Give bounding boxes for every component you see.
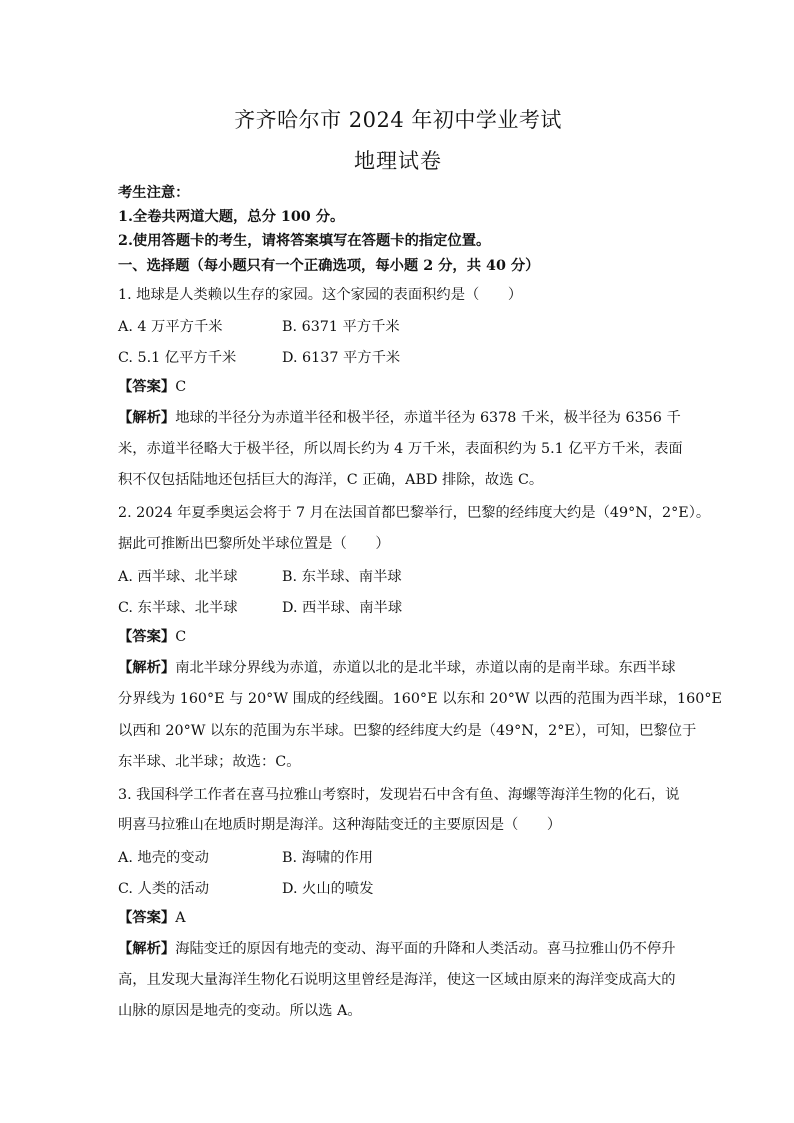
question-3-analysis-line-2: 高，且发现大量海洋生物化石说明这里曾经是海洋，使这一区域由原来的海洋变成高大的 [118,972,676,988]
question-2-option-a: A. 西半球、北半球 [118,569,238,585]
question-3-stem-line-1: 3. 我国科学工作者在喜马拉雅山考察时，发现岩石中含有鱼、海螺等海洋生物的化石，说 [118,787,680,803]
answer-value: C [175,629,187,645]
answer-tag: 【答案】 [118,379,176,395]
question-3-stem-line-2: 明喜马拉雅山在地质时期是海洋。这种海陆变迁的主要原因是（ ） [118,817,562,833]
question-3-option-d: D. 火山的喷发 [282,881,374,897]
question-2-option-d: D. 西半球、南半球 [282,600,403,616]
question-3-analysis-line-1 [118,939,678,959]
question-2-analysis-line-4: 东半球、北半球；故选：C。 [118,754,301,770]
notice-heading: 考生注意： [118,185,190,201]
question-3-option-b: B. 海啸的作用 [282,850,374,866]
notice-item-2: 2.使用答题卡的考生，请将答案填写在答题卡的指定位置。 [118,233,491,249]
question-1-option-d: D. 6137 平方千米 [282,350,401,366]
analysis-text: 地球的半径分为赤道半径和极半径，赤道半径为 6378 千米，极半径为 6356 千 [175,410,681,426]
analysis-text: 海陆变迁的原因有地壳的变动、海平面的升降和人类活动。喜马拉雅山仍不停升 [175,941,676,957]
analysis-tag: 【解析】 [118,941,176,957]
analysis-tag: 【解析】 [118,410,176,426]
question-3-option-c: C. 人类的活动 [118,881,210,897]
question-1-stem: 1. 地球是人类赖以生存的家园。这个家园的表面积约是（ ） [118,287,523,303]
question-2-analysis-line-1 [118,658,678,678]
question-1-option-c: C. 5.1 亿平方千米 [118,350,237,366]
question-1-option-a: A. 4 万平方千米 [118,319,223,335]
exam-title: 齐齐哈尔市 2024 年初中学业考试 [234,108,562,132]
question-2-answer [118,627,678,647]
section-heading: 一、选择题（每小题只有一个正确选项，每小题 2 分，共 40 分） [118,258,540,274]
question-2-option-b: B. 东半球、南半球 [282,569,402,585]
question-2-option-c: C. 东半球、北半球 [118,600,238,616]
question-2-analysis-line-3: 以西和 20°W 以东的范围为东半球。巴黎的经纬度大约是（49°N，2°E），可知，巴黎位于 [118,723,697,739]
question-3-analysis-line-3: 山脉的原因是地壳的变动。所以选 A。 [118,1003,362,1019]
answer-tag: 【答案】 [118,629,176,645]
question-1-answer [118,377,678,397]
question-3-option-a: A. 地壳的变动 [118,850,209,866]
answer-tag: 【答案】 [118,910,176,926]
question-3-answer [118,908,678,928]
question-2-stem-line-2: 据此可推断出巴黎所处半球位置是（ ） [118,536,390,552]
question-2-stem-line-1: 2. 2024 年夏季奥运会将于 7 月在法国首都巴黎举行，巴黎的经纬度大约是（49°N，2°E）。 [118,505,711,521]
notice-item-1: 1.全卷共两道大题，总分 100 分。 [118,209,345,225]
analysis-text: 南北半球分界线为赤道，赤道以北的是北半球，赤道以南的是南半球。东西半球 [175,660,676,676]
question-2-analysis-line-2: 分界线为 160°E 与 20°W 围成的经线圈。160°E 以东和 20°W 以西的范围为西半球，160°E [118,691,722,707]
question-1-analysis-line-3: 积不仅包括陆地还包括巨大的海洋，C 正确，ABD 排除，故选 C。 [118,472,544,488]
answer-value: C [175,379,187,395]
question-1-analysis-line-2: 米，赤道半径略大于极半径，所以周长约为 4 万千米，表面积约为 5.1 亿平方千米，表面 [118,441,683,457]
analysis-tag: 【解析】 [118,660,176,676]
question-1-option-b: B. 6371 平方千米 [282,319,400,335]
answer-value: A [175,910,186,926]
question-1-analysis-line-1 [118,408,681,428]
exam-subtitle: 地理试卷 [354,149,442,173]
